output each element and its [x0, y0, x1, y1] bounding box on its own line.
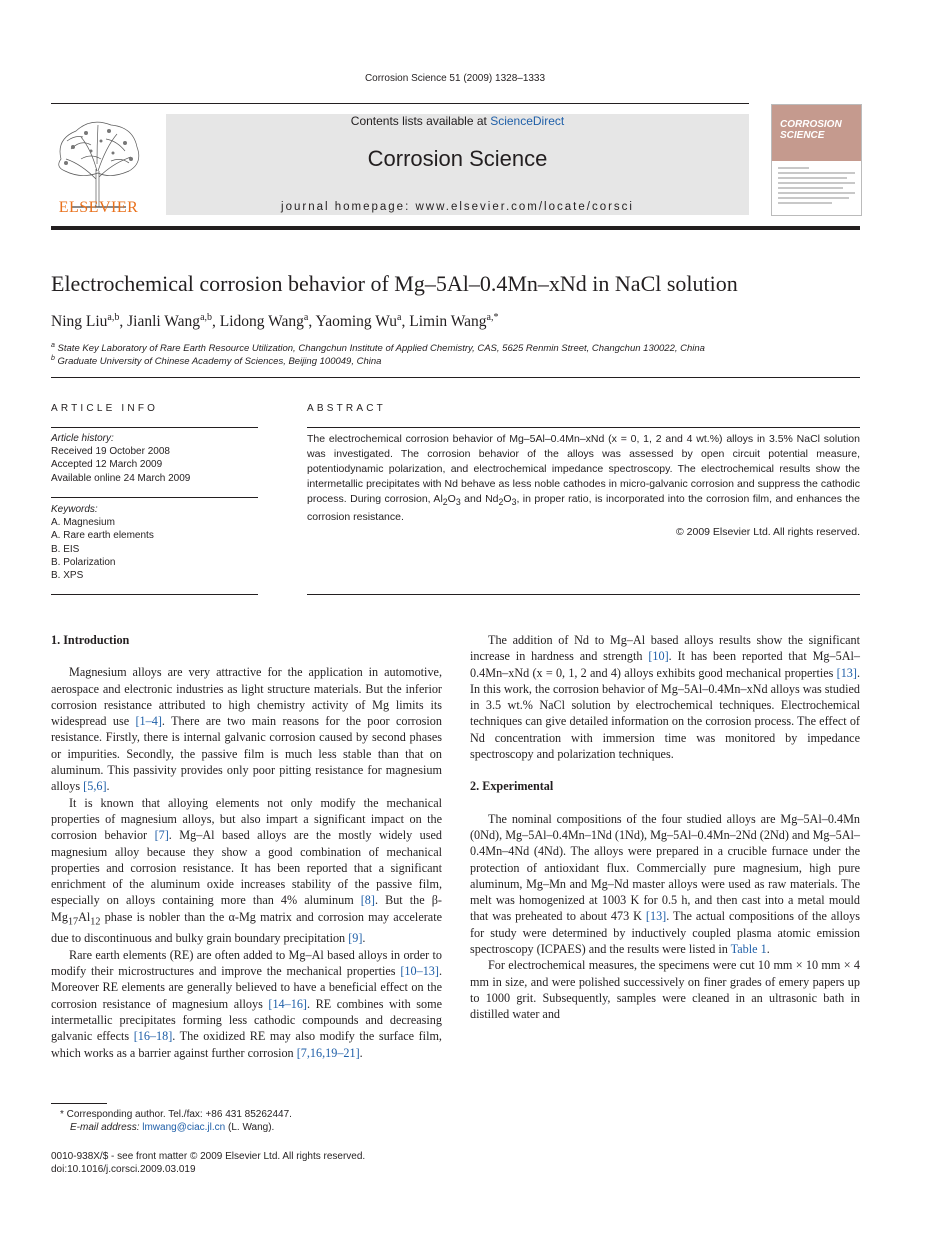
affiliation: $^b$ Graduate University of Chinese Academy of Sciences, Beijing 100049, China: [51, 355, 382, 368]
section-heading: 2. Experimental: [470, 779, 554, 794]
journal-name: Corrosion Science: [367, 146, 548, 171]
citation-link[interactable]: [16–18]: [133, 1029, 173, 1044]
journal-banner: [166, 114, 749, 215]
author-name[interactable]: Yaoming Wu: [315, 313, 398, 331]
paragraph: The addition of Nd to Mg–Al based alloys results show the significant increase in hardness and strength [10]. It has been reported that Mg–5Al–0.4Mn–xNd (x = 0, 1, 2 and 4) alloys exhibits good mechanical properties [13]. In this work, the corrosion behavior of Mg–5Al–0.4Mn–xNd alloys was studied in 3.5 wt.% NaCl solution by electrochemical techniques. Electrochemical techniques can give detailed information on the corrosion process. The effect of Nd concentration with immersion time was monitored by impedance spectroscopy and polarization techniques.: [470, 633, 860, 762]
body-right-column: [470, 632, 860, 1023]
footnote-rule: [51, 1103, 107, 1104]
affiliation: $^a$ State Key Laboratory of Rare Earth Resource Utilization, Changchun Institute of Applied Chemistry, CAS, 5625 Renmin Street, Changchun 130022, China: [51, 342, 705, 355]
header-top-rule: [51, 103, 749, 104]
keywords: Keywords: A. Magnesium A. Rare earth elements B. EIS B. Polarization B. XPS: [51, 503, 258, 582]
affiliation-rule: [51, 377, 860, 378]
email-note: E-mail address: lmwang@ciac.jl.cn (L. Wang).: [70, 1122, 275, 1133]
article-history: Article history: Received 19 October 2008 Accepted 12 March 2009 Available online 24 March 2009: [51, 433, 191, 484]
keyword: A. Rare earth elements: [51, 530, 154, 542]
header-thick-rule: [51, 226, 860, 230]
citation-link[interactable]: [10–13]: [400, 964, 439, 979]
cover-title: CORROSION SCIENCE: [780, 119, 842, 141]
citation-link[interactable]: [13]: [645, 909, 667, 924]
article-info-heading: ARTICLE INFO: [51, 403, 159, 414]
sciencedirect-link[interactable]: ScienceDirect: [490, 114, 565, 128]
article-title: Electrochemical corrosion behavior of Mg–5Al–0.4Mn–xNd in NaCl solution: [51, 271, 738, 296]
citation-link[interactable]: [1–4]: [135, 714, 162, 729]
citation-link[interactable]: [13]: [836, 665, 857, 680]
paragraph: The nominal compositions of the four studied alloys are Mg–5Al–0.4Mn (0Nd), Mg–5Al–0.4Mn–1Nd (1Nd), Mg–5Al–0.4Mn–2Nd (2Nd) and Mg–5Al–0.4Mn–4Nd (4Nd). The alloys were prepared in a crucible furnace under the protection of antioxidant flux. Commercially pure magnesium, high pure aluminum, Mg–Mn and Mg–Nd master alloys were used as raw materials. The melt was homogenized at 1003 K for 0.5 h, and then cast into a metal mould that was preheated to about 473 K [13]. The actual compositions of the alloys for study were determined by inductively coupled plasma atomic emission spectroscopy (ICPAES) and the results were listed in Table 1.: [470, 811, 860, 957]
author-list: Ning Liu$^{a,b}$, Jianli Wang$^{a,b}$, Lidong Wang$^a$, Yaoming Wu$^a$, Limin Wang$^{a,*}$: [51, 312, 499, 331]
keyword: B. XPS: [51, 570, 84, 582]
keyword: A. Magnesium: [51, 517, 115, 529]
citation-link[interactable]: [7,16,19–21]: [296, 1045, 360, 1060]
paragraph: Rare earth elements (RE) are often added to Mg–Al based alloys in order to modify their microstructures and improve the mechanical properties [10–13]. Moreover RE elements are generally believed to have a beneficial effect on the corrosion resistance of magnesium alloys [14–16]. RE combines with some intermetallic precipitates forming less cathodic compounds and decreasing galvanic effects [16–18]. The oxidized RE may also modify the surface film, which works as a barrier against further corrosion [7,16,19–21].: [51, 947, 442, 1060]
body-left-column: [51, 632, 442, 1061]
journal-homepage[interactable]: journal homepage: www.elsevier.com/locate/corsci: [281, 201, 634, 213]
citation-link[interactable]: [8]: [360, 893, 375, 908]
author-name[interactable]: Ning Liu: [51, 313, 108, 331]
journal-cover-thumbnail: [771, 104, 862, 216]
author-name[interactable]: Limin Wang: [409, 313, 487, 331]
info-rule: [51, 594, 258, 595]
journal-reference: Corrosion Science 51 (2009) 1328–1333: [364, 73, 546, 84]
abstract-heading: ABSTRACT: [307, 403, 386, 414]
paragraph: Magnesium alloys are very attractive for the application in automotive, aerospace and electronic industries as light structure materials. But the inferior corrosion resistance attributed to high chemistry activity of Mg limits its widespread use [1–4]. There are two main reasons for the poor corrosion resistance. Firstly, there is internal galvanic corrosion caused by second phases or impurities. Secondly, the passive film is much less stable than that on aluminum. This passivity provides only poor pitting resistance for magnesium alloys [5,6].: [51, 665, 442, 794]
table-link[interactable]: Table 1: [730, 942, 767, 957]
citation-link[interactable]: [5,6]: [83, 779, 107, 794]
citation-link[interactable]: [7]: [154, 828, 169, 843]
abstract-copyright: © 2009 Elsevier Ltd. All rights reserved.: [676, 526, 860, 539]
author-name[interactable]: Jianli Wang: [127, 313, 201, 331]
citation-link[interactable]: [14–16]: [268, 996, 307, 1011]
citation-link[interactable]: [10]: [648, 649, 669, 664]
corresponding-author-note: * Corresponding author. Tel./fax: +86 431 85262447.: [60, 1109, 292, 1120]
abstract-rule: [307, 427, 860, 428]
abstract-rule: [307, 594, 860, 595]
citation-link[interactable]: [9]: [348, 931, 363, 946]
section-heading: 1. Introduction: [51, 633, 130, 647]
contents-available-line: Contents lists available at ScienceDirect: [350, 114, 565, 128]
keyword: B. EIS: [51, 543, 80, 555]
publisher-wordmark: ELSEVIER: [58, 199, 139, 216]
info-rule: [51, 497, 258, 498]
keyword: B. Polarization: [51, 556, 116, 568]
info-rule: [51, 427, 258, 428]
issn-line: 0010-938X/$ - see front matter © 2009 Elsevier Ltd. All rights reserved.: [51, 1151, 366, 1162]
abstract-text: The electrochemical corrosion behavior of Mg–5Al–0.4Mn–xNd (x = 0, 1, 2 and 4 wt.%) alloys in 3.5% NaCl solution was investigated. The corrosion behavior of the alloys was assessed by open circuit potential measure, potentiodynamic polarization, and electrochemical impedance spectroscopy. The electrochemical results show the intermetallic precipitates with Nd behave as less noble cathodes in micro-galvanic corrosion and suppress the cathodic process. During corrosion, $Al_2O_3$ and $Nd_2O_3$, in proper ratio, is incorporated into the corrosion film, and enhances the corrosion resistance. © 2009 Elsevier Ltd. All rights reserved.: [307, 433, 860, 539]
paragraph: For electrochemical measures, the specimens were cut 10 mm × 10 mm × 4 mm in size, and were polished successively on finer grades of emery papers up to 1000 grit. Subsequently, samples were cleaned in an ultrasonic bath in distilled water and: [470, 958, 860, 1022]
author-name[interactable]: Lidong Wang: [219, 313, 304, 331]
doi-line[interactable]: doi:10.1016/j.corsci.2009.03.019: [51, 1164, 196, 1175]
paragraph: It is known that alloying elements not only modify the mechanical properties of magnesium alloys, but also impart a significant impact on the corrosion behavior [7]. Mg–Al based alloys are the mostly widely used magnesium alloy because they show a good combination of mechanical properties and corrosion resistance. It has been reported that a significant enrichment of the aluminum oxide increases stability of the passive film, especially on alloys containing more than 4% aluminum [8]. But the $\beta-Mg_{17}Al_{12}$ phase is nobler than the α-Mg matrix and corrosion may accelerate due to discontinuous and bulky grain boundary precipitation [9].: [51, 795, 442, 946]
email-link[interactable]: lmwang@ciac.jl.cn: [142, 1122, 226, 1133]
